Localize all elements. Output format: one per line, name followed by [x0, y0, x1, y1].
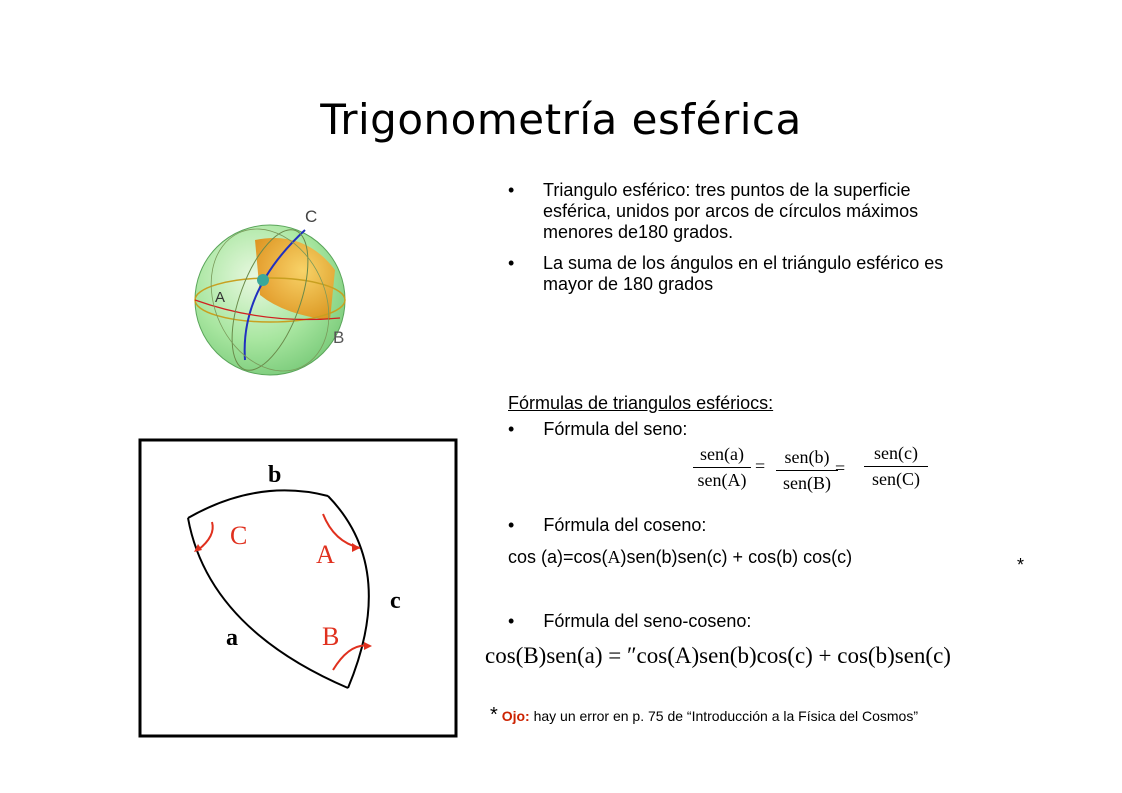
cosine-label: [508, 515, 706, 536]
cosine-label-text: Fórmula del coseno:: [543, 515, 707, 535]
definition-bullets: [508, 180, 978, 305]
note-star: *: [490, 704, 498, 726]
fraction-denominator: sen(C): [872, 469, 920, 489]
bullet-symbol: •: [508, 611, 515, 631]
spherical-triangle-diagram: [138, 438, 458, 738]
sine-cosine-formula: cos(B)sen(a) = ″cos(A)sen(b)cos(c) + cos(b)sen(c): [485, 643, 951, 668]
sphere-label-c: C: [305, 207, 318, 226]
triangle-angle-c: C: [230, 521, 248, 550]
bullet-symbol: •: [508, 253, 515, 273]
fraction-bar: [693, 467, 751, 468]
bullet-text: Triangulo esférico: tres puntos de la superficie esférica, unidos por arcos de círculos máximos menores de180 grados.: [543, 180, 919, 242]
cosine-formula: [508, 547, 852, 568]
bullet-symbol: •: [508, 180, 515, 200]
error-star-mark: *: [1017, 555, 1025, 575]
sine-fraction-b: [776, 447, 838, 494]
triangle-angle-a: A: [316, 540, 335, 569]
cosine-formula-post: )sen(b)sen(c) + cos(b) cos(c): [620, 547, 853, 567]
bullet-angle-sum: [508, 253, 978, 295]
formulas-heading: Fórmulas de triangulos esfériocs:: [508, 393, 774, 413]
bullet-text: La suma de los ángulos en el triángulo esférico es mayor de 180 grados: [543, 253, 944, 294]
fraction-numerator: sen(b): [784, 447, 830, 467]
triangle-side-a: a: [226, 625, 238, 651]
note-ojo: Ojo:: [501, 708, 530, 724]
sine-cosine-label-text: Fórmula del seno-coseno:: [543, 611, 752, 631]
fraction-denominator: sen(A): [697, 470, 747, 490]
fraction-numerator: sen(c): [874, 443, 918, 463]
sphere-label-a: A: [215, 289, 226, 306]
triangle-side-c: c: [390, 588, 401, 614]
sphere-label-b: B: [333, 328, 345, 347]
slide-title: Trigonometría esférica: [320, 95, 802, 144]
fraction-denominator: sen(B): [783, 473, 831, 493]
equals-sign: =: [835, 458, 846, 478]
spherical-triangle-sphere-image: [185, 200, 355, 380]
fraction-bar: [864, 466, 928, 467]
equals-sign: =: [755, 456, 766, 476]
triangle-angle-b: B: [322, 622, 340, 651]
bullet-definition: [508, 180, 978, 243]
sine-fraction-c: [864, 443, 928, 490]
sine-label: [508, 419, 687, 440]
fraction-bar: [776, 470, 838, 471]
bullet-symbol: •: [508, 419, 515, 439]
cosine-formula-pre: cos (a)=cos(: [508, 547, 608, 567]
errata-note: [490, 704, 990, 727]
sine-label-text: Fórmula del seno:: [543, 419, 688, 439]
bullet-symbol: •: [508, 515, 515, 535]
sine-fraction-a: [693, 444, 751, 491]
cosine-formula-angle: A: [607, 547, 621, 567]
sine-cosine-label: [508, 611, 751, 632]
note-text: hay un error en p. 75 de “Introducción a la Física del Cosmos”: [529, 708, 918, 724]
fraction-numerator: sen(a): [700, 444, 744, 464]
triangle-side-b: b: [268, 462, 282, 488]
